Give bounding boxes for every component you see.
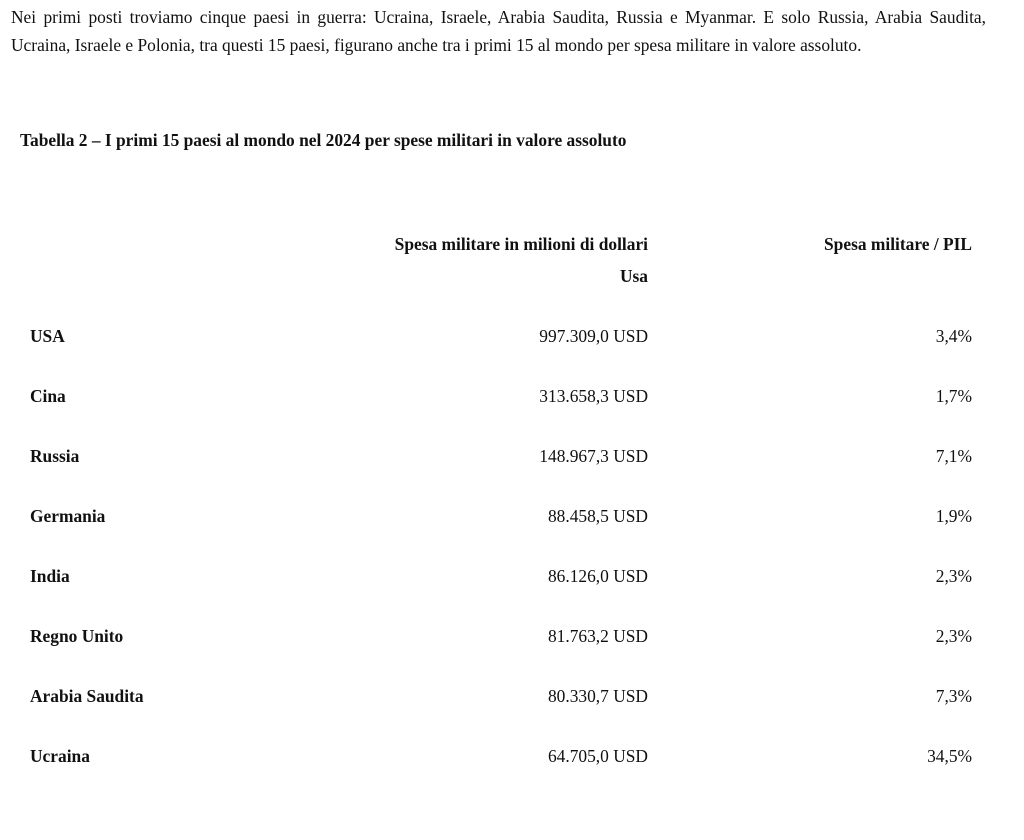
military-spending-table [14, 228, 974, 804]
spend-cell: 88.458,5 USD [547, 506, 648, 526]
pil-cell: 2,3% [935, 626, 972, 646]
spend-cell: 148.967,3 USD [539, 446, 648, 466]
table-row [14, 564, 974, 624]
pil-cell: 7,1% [935, 446, 972, 466]
spend-cell: 80.330,7 USD [547, 686, 648, 706]
table-row [14, 504, 974, 564]
country-cell: Arabia Saudita [30, 686, 144, 706]
table-row [14, 324, 974, 384]
country-cell: India [30, 566, 70, 586]
pil-cell: 1,7% [935, 386, 972, 406]
table-row [14, 684, 974, 744]
spend-cell: 81.763,2 USD [547, 626, 648, 646]
header-pil: Spesa militare / PIL [824, 234, 972, 254]
country-cell: Ucraina [30, 746, 90, 766]
country-cell: Russia [30, 446, 80, 466]
pil-cell: 34,5% [927, 746, 972, 766]
country-cell: USA [30, 326, 65, 346]
spend-cell: 64.705,0 USD [547, 746, 648, 766]
country-cell: Cina [30, 386, 66, 406]
pil-cell: 7,3% [935, 686, 972, 706]
country-cell: Regno Unito [30, 626, 124, 646]
table-header-row [14, 228, 974, 324]
country-cell: Germania [30, 506, 106, 526]
intro-paragraph: Nei primi posti troviamo cinque paesi in guerra: Ucraina, Israele, Arabia Saudita, Russia e Myanmar. E solo Russia, Arabia Saudita, Ucraina, Israele e Polonia, tra questi 15 paesi, figurano anche tra i primi 15 al mondo per spesa militare in valore assoluto. [11, 7, 986, 55]
table-row [14, 624, 974, 684]
table-caption: Tabella 2 – I primi 15 paesi al mondo nel 2024 per spese militari in valore assoluto [20, 130, 627, 150]
spend-cell: 997.309,0 USD [539, 326, 648, 346]
header-spend-label: Spesa militare in milioni di dollari Usa [394, 234, 648, 286]
pil-cell: 1,9% [935, 506, 972, 526]
header-country [14, 228, 264, 324]
table-row [14, 444, 974, 504]
military-spending-table-wrapper [14, 228, 974, 804]
pil-cell: 3,4% [935, 326, 972, 346]
table-row [14, 384, 974, 444]
spend-cell: 86.126,0 USD [547, 566, 648, 586]
table-row [14, 744, 974, 804]
header-spend [264, 228, 650, 324]
pil-cell: 2,3% [935, 566, 972, 586]
spend-cell: 313.658,3 USD [539, 386, 648, 406]
